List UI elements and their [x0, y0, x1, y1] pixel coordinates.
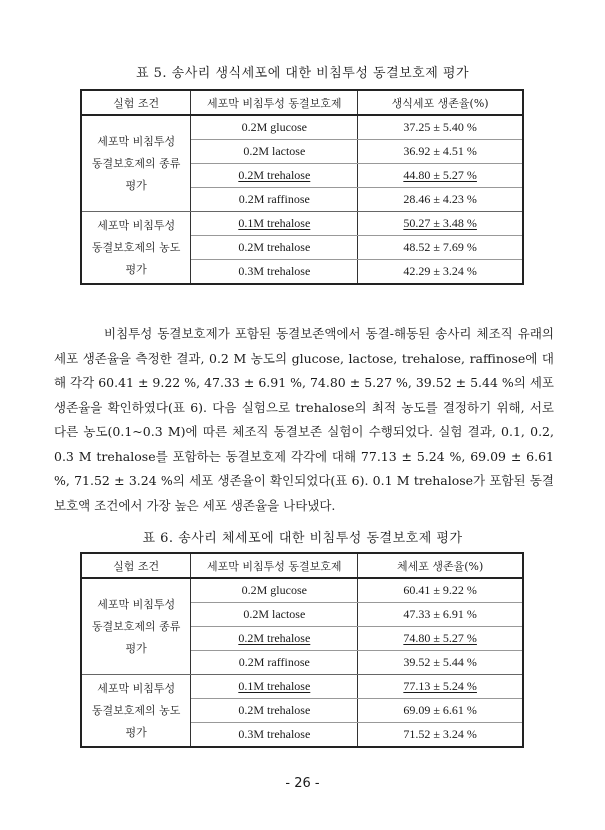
table6-header-row: [81, 553, 523, 578]
table5-survival: 37.25 ± 5.40 %: [358, 115, 523, 140]
table6-survival-highlight: 74.80 ± 5.27 %: [403, 631, 477, 645]
table6-agent-highlight: 0.1M trehalose: [238, 679, 311, 693]
table6-survival: 60.41 ± 9.22 %: [358, 578, 523, 603]
table-row: [81, 578, 523, 603]
table5-survival: 42.29 ± 3.24 %: [358, 260, 523, 285]
table5-survival-highlight: 44.80 ± 5.27 %: [403, 168, 477, 182]
table6-header-agent: 세포막 비침투성 동결보호제: [191, 553, 358, 578]
table5-survival: 48.52 ± 7.69 %: [358, 236, 523, 260]
table6-agent: 0.2M trehalose: [191, 699, 358, 723]
table6-agent: 0.2M raffinose: [191, 651, 358, 675]
table5-group2-condition: 세포막 비침투성 동결보호제의 농도 평가: [81, 212, 191, 285]
table6-survival: 39.52 ± 5.44 %: [358, 651, 523, 675]
page-number: - 26 -: [285, 776, 320, 791]
table5-survival: 28.46 ± 4.23 %: [358, 188, 523, 212]
table6: [80, 552, 524, 748]
table5-header-survival: 생식세포 생존율(%): [358, 90, 523, 115]
table6-agent: 0.2M glucose: [191, 578, 358, 603]
table-row: [81, 115, 523, 140]
table6-group1-condition: 세포막 비침투성 동결보호제의 종류 평가: [81, 578, 191, 675]
table6-header-condition: 실험 조건: [81, 553, 191, 578]
table6-agent: 0.3M trehalose: [191, 723, 358, 748]
paragraph-text: 비침투성 동결보호제가 포함된 동결보존액에서 동결-해동된 송사리 체조직 유래의 세포 생존율을 측정한 결과, 0.2 M 농도의 glucose, lactose, trehalose, raffinose에 대해 각각 60.41 ± 9.22 %, 47.33 ± 6.91 %, 74.80 ± 5.27 %, 39.52 ± 5.44 %의 세포 생존율을 확인하였다(표 6). 다음 실험으로 trehalose의 최적 농도를 결정하기 위해, 서로 다른 농도(0.1~0.3 M)에 따른 체조직 동결보존 실험이 수행되었다. 실험 결과, 0.1, 0.2, 0.3 M trehalose를 포함하는 동결보호제 각각에 대해 77.13 ± 5.24 %, 69.09 ± 6.61 %, 71.52 ± 3.24 %의 세포 생존율이 확인되었다(표 6). 0.1 M trehalose가 포함된 동결보호액 조건에서 가장 높은 세포 생존율을 나타냈다.: [54, 326, 554, 513]
table5-agent: 0.2M glucose: [191, 115, 358, 140]
table6-survival: 69.09 ± 6.61 %: [358, 699, 523, 723]
table5-agent: 0.2M raffinose: [191, 188, 358, 212]
table5-agent-highlight: 0.1M trehalose: [238, 216, 311, 230]
table6-survival: 47.33 ± 6.91 %: [358, 603, 523, 627]
table5-group1-condition: 세포막 비침투성 동결보호제의 종류 평가: [81, 115, 191, 212]
table5-caption: 표 5. 송사리 생식세포에 대한 비침투성 동결보호제 평가: [135, 66, 470, 81]
table5-survival: 36.92 ± 4.51 %: [358, 140, 523, 164]
table6-group2-condition: 세포막 비침투성 동결보호제의 농도 평가: [81, 675, 191, 748]
table6-agent: 0.2M lactose: [191, 603, 358, 627]
table5-header-condition: 실험 조건: [81, 90, 191, 115]
table6-caption: 표 6. 송사리 체세포에 대한 비침투성 동결보호제 평가: [142, 531, 463, 546]
table5-header-row: [81, 90, 523, 115]
table5-agent: 0.2M lactose: [191, 140, 358, 164]
table5-agent-highlight: 0.2M trehalose: [238, 168, 311, 182]
table6-agent-highlight: 0.2M trehalose: [238, 631, 311, 645]
body-paragraph: [54, 322, 554, 518]
table-row: [81, 212, 523, 236]
table5-survival-highlight: 50.27 ± 3.48 %: [403, 216, 477, 230]
table6-survival: 71.52 ± 3.24 %: [358, 723, 523, 748]
table5-header-agent: 세포막 비침투성 동결보호제: [191, 90, 358, 115]
table5-agent: 0.3M trehalose: [191, 260, 358, 285]
table5-agent: 0.2M trehalose: [191, 236, 358, 260]
table6-survival-highlight: 77.13 ± 5.24 %: [403, 679, 477, 693]
table6-header-survival: 체세포 생존율(%): [358, 553, 523, 578]
table5: [80, 89, 524, 285]
table-row: [81, 675, 523, 699]
